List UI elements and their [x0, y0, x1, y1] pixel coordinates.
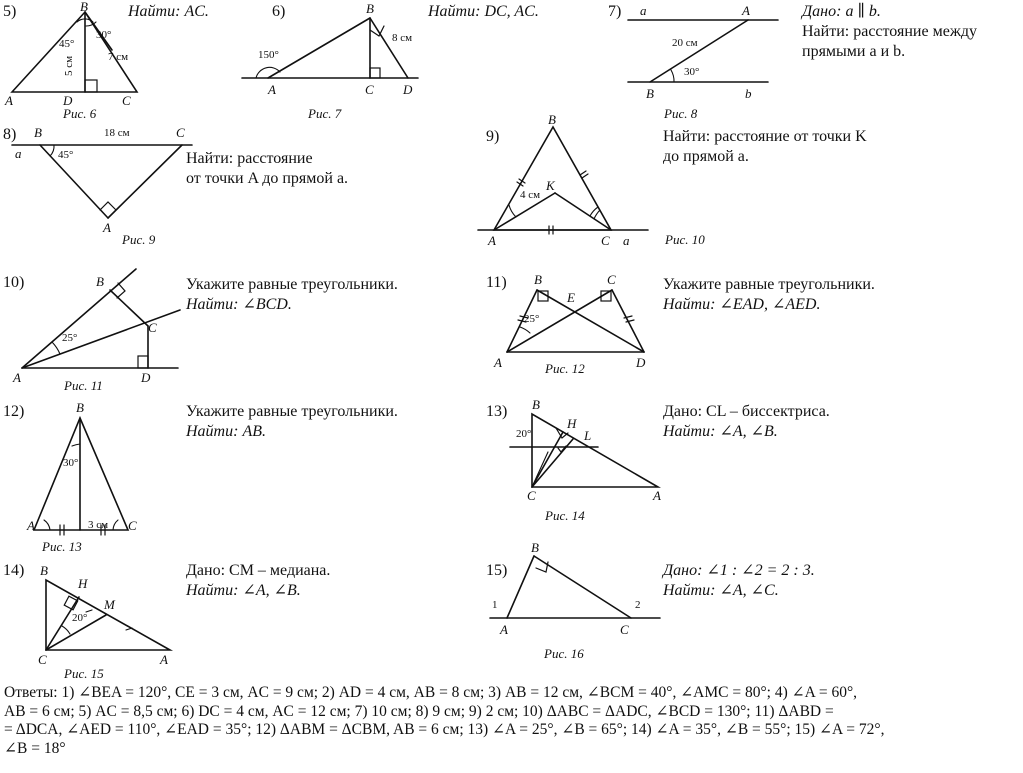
point-label: B — [531, 540, 539, 555]
angle-label-30: 30° — [96, 29, 112, 41]
segment-ac — [108, 145, 182, 218]
task-text: Укажите равные треугольники. — [663, 276, 875, 293]
angle-label-25: 25° — [524, 313, 540, 325]
angle-label-30: 30° — [684, 66, 700, 78]
figure-8 — [628, 20, 778, 82]
figure-caption: Рис. 7 — [308, 106, 342, 121]
figure-9 — [12, 145, 192, 218]
task-text: Найти: ∠A, ∠B. — [186, 582, 301, 599]
segment-bc — [534, 556, 631, 618]
angle-label-20: 20° — [516, 428, 532, 440]
figure-7 — [242, 18, 418, 78]
task-text: до прямой a. — [663, 148, 749, 165]
bisector-ac — [22, 310, 180, 368]
point-label: C — [365, 82, 374, 97]
task-text: от точки A до прямой a. — [186, 170, 349, 187]
angle-arc-45 — [50, 145, 54, 156]
angle-label-20: 20° — [72, 612, 88, 624]
point-label: A — [653, 488, 661, 503]
point-label: C — [620, 622, 629, 637]
point-label: A — [103, 220, 111, 235]
point-label: B — [532, 397, 540, 412]
answers-block — [4, 684, 1019, 758]
point-label: A — [13, 370, 21, 385]
figure-caption: Рис. 12 — [545, 361, 585, 376]
task-text: Найти: ∠EAD, ∠AED. — [663, 296, 821, 313]
task-text: Дано: CL – биссектриса. — [663, 403, 830, 420]
point-label: B — [80, 0, 88, 14]
point-label: C — [601, 233, 610, 248]
angle-number-1: 1 — [492, 599, 498, 611]
length-label-7: 7 см — [108, 51, 129, 63]
line-label: a — [640, 3, 647, 18]
angle-label-45: 45° — [59, 38, 75, 50]
point-label: B — [534, 272, 542, 287]
problem-number-5: 5) — [3, 3, 17, 20]
point-label: K — [546, 178, 555, 193]
angle-arc-25 — [52, 342, 60, 354]
task-text: Дано: CM – медиана. — [186, 562, 331, 579]
figure-caption: Рис. 15 — [64, 666, 104, 681]
problem-number-7: 7) — [608, 3, 622, 20]
figure-caption: Рис. 9 — [122, 232, 156, 247]
right-angle-mark-b — [370, 26, 384, 36]
figure-caption: Рис. 14 — [545, 508, 585, 523]
task-text: Найти: AC. — [128, 3, 209, 20]
point-label: A — [27, 518, 35, 533]
right-angle-mark — [138, 356, 148, 368]
problem-number-9: 9) — [486, 128, 500, 145]
figure-10 — [478, 127, 648, 234]
length-label-18: 18 см — [104, 127, 130, 139]
right-angle-mark — [85, 80, 97, 92]
answers-line: ∠B = 18° — [4, 739, 66, 757]
angle-label-30: 30° — [63, 457, 79, 469]
problem-number-15: 15) — [486, 562, 508, 579]
angle-label-150: 150° — [258, 49, 279, 61]
task-text: Найти: ∠A, ∠C. — [663, 582, 779, 599]
point-label: A — [160, 652, 168, 667]
angle-arc-20 — [62, 626, 70, 634]
figure-15 — [46, 580, 170, 650]
line-label: a — [623, 233, 630, 248]
problem-number-11: 11) — [486, 274, 507, 291]
point-label: B — [34, 125, 42, 140]
angle-arc-25 — [520, 327, 530, 333]
point-label: D — [636, 355, 646, 370]
figure-caption: Рис. 6 — [63, 106, 97, 121]
problem-number-14: 14) — [3, 562, 25, 579]
point-label: A — [494, 355, 502, 370]
point-label: C — [176, 125, 185, 140]
figure-caption: Рис. 8 — [664, 106, 698, 121]
point-label: A — [500, 622, 508, 637]
point-label: H — [78, 576, 88, 591]
given-text: Дано: a ∥ b. — [802, 3, 881, 20]
altitude-ch — [532, 432, 563, 487]
figure-13 — [34, 418, 128, 535]
point-label: A — [5, 93, 13, 108]
figure-caption: Рис. 13 — [42, 539, 82, 554]
figure-caption: Рис. 11 — [64, 378, 103, 393]
point-label: L — [584, 428, 592, 443]
point-label: C — [122, 93, 131, 108]
given-text: Дано: ∠1 : ∠2 = 2 : 3. — [663, 562, 815, 579]
segment-bd — [370, 18, 408, 78]
answers-line: Ответы: 1) ∠BEA = 120°, CE = 3 см, AC = 9 см; 2) AD = 4 см, AB = 8 см; 3) AB = 12 см, ∠BCM = 40°, ∠AMC = 80°; 4) ∠A = 60°, — [4, 684, 858, 701]
task-text: Найти: ∠BCD. — [186, 296, 292, 313]
figure-caption: Рис. 16 — [544, 646, 584, 661]
angle-number-2: 2 — [635, 599, 641, 611]
point-label: B — [548, 112, 556, 127]
point-label: H — [567, 416, 577, 431]
angle-label-25: 25° — [62, 332, 78, 344]
task-text: Найти: расстояние от точки K — [663, 128, 867, 145]
figure-14 — [510, 414, 658, 487]
problem-number-8: 8) — [3, 126, 17, 143]
answers-line: = ΔDCA, ∠AED = 110°, ∠EAD = 35°; 12) ΔABM = ΔCBM, AB = 6 см; 13) ∠A = 25°, ∠B = 65°; 14) ∠A = 35°, ∠B = 55°; 15) ∠A = 72°, — [4, 721, 885, 738]
point-label: C — [128, 518, 137, 533]
problem-number-6: 6) — [272, 3, 286, 20]
point-label: B — [96, 274, 104, 289]
task-text: Найти: AB. — [186, 423, 266, 440]
point-label: A — [742, 3, 750, 18]
angle-arc — [509, 205, 516, 217]
length-label-4: 4 см — [520, 189, 541, 201]
segment-bc — [110, 290, 148, 326]
point-label: A — [488, 233, 496, 248]
point-label: B — [366, 1, 374, 16]
task-text: Найти: расстояние между — [802, 23, 978, 40]
point-label: A — [268, 82, 276, 97]
point-label: C — [38, 652, 47, 667]
segment-kc — [555, 193, 611, 230]
segment-ab — [507, 556, 534, 618]
figure-caption: Рис. 10 — [665, 232, 705, 247]
angle-label-45: 45° — [58, 149, 74, 161]
point-label: C — [607, 272, 616, 287]
length-label-20: 20 см — [672, 37, 698, 49]
problem-number-12: 12) — [3, 403, 25, 420]
problem-number-13: 13) — [486, 403, 508, 420]
right-angle-mark — [370, 68, 380, 78]
point-label: C — [527, 488, 536, 503]
problem-number-10: 10) — [3, 274, 25, 291]
line-label: a — [15, 146, 22, 161]
task-text: Найти: ∠A, ∠B. — [663, 423, 778, 440]
answers-line: AB = 6 см; 5) AC = 8,5 см; 6) DC = 4 см, AC = 12 см; 7) 10 см; 8) 9 см; 9) 2 см; 10) ΔABC = ΔADC, ∠BCD = 130°; 11) ΔABD = — [4, 702, 834, 720]
task-text: Найти: DC, AC. — [428, 3, 539, 20]
segment-ab — [268, 18, 370, 78]
point-label: D — [141, 370, 151, 385]
length-label-3: 3 см — [88, 519, 109, 531]
length-label-5: 5 см — [63, 55, 75, 76]
point-label: B — [76, 400, 84, 415]
point-label: B — [646, 86, 654, 101]
length-label-8: 8 см — [392, 32, 413, 44]
point-label: M — [104, 597, 115, 612]
point-label: D — [403, 82, 413, 97]
task-text: Укажите равные треугольники. — [186, 276, 398, 293]
task-text: Найти: расстояние — [186, 150, 313, 167]
right-angle-mark — [100, 202, 116, 210]
point-label: C — [148, 320, 157, 335]
point-label: E — [567, 290, 575, 305]
task-text: Укажите равные треугольники. — [186, 403, 398, 420]
angle-arc-30 — [671, 70, 674, 82]
point-label: B — [40, 563, 48, 578]
point-label: D — [63, 93, 73, 108]
triangle-abc — [532, 414, 658, 487]
triangle-abc — [34, 418, 128, 530]
task-text: прямыми a и b. — [802, 43, 906, 60]
line-label: b — [745, 86, 752, 101]
